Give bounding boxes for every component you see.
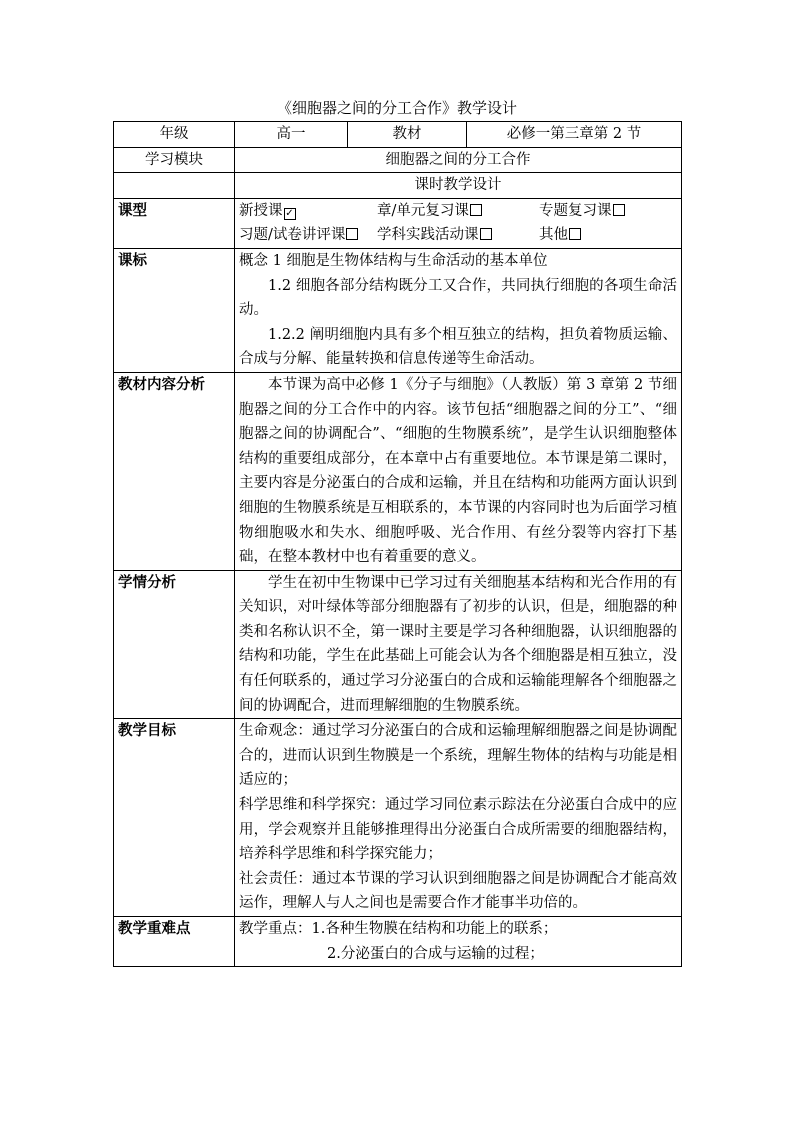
checkbox-icon[interactable] xyxy=(569,228,581,240)
objectives-label: 教学目标 xyxy=(114,719,235,917)
objective-item: 社会责任：通过本节课的学习认识到细胞器之间是协调配合才能高效运作，理解人与人之间也是需要合作才能事半功倍的。 xyxy=(239,870,677,912)
standard-label: 课标 xyxy=(114,248,235,372)
standard-line-2: 1.2 细胞各部分结构既分工又合作，共同执行细胞的各项生命活动。 xyxy=(239,277,677,319)
standard-content xyxy=(235,248,682,372)
checkbox-checked-icon[interactable]: ✓ xyxy=(285,207,294,219)
lesson-type-label: 课型 xyxy=(114,198,235,248)
grade-label: 年级 xyxy=(114,122,235,148)
option-other: 其他 xyxy=(539,223,581,248)
content-analysis-row xyxy=(114,372,682,570)
checkbox-icon[interactable] xyxy=(346,228,358,240)
option-exam-review: 习题/试卷讲评课 xyxy=(239,223,377,248)
textbook-value: 必修一第三章第 2 节 xyxy=(467,122,682,148)
content-analysis-text: 本节课为高中必修 1《分子与细胞》（人教版）第 3 章第 2 节细胞器之间的分工合作中的内容。该节包括“细胞器之间的分工”、“细胞器之间的协调配合”、“细胞的生物膜系统”，是学生认识细胞整体结构的重要组成部分，在本章中占有重要地位。本节课是第二课时，主要内容是分泌蛋白的合成和运输，并且在结构和功能两方面认识到细胞的生物膜系统是互相联系的，本节课的内容同时也为后面学习植物细胞吸水和失水、细胞呼吸、光合作用、有丝分裂等内容打下基础，在整本教材中也有着重要的意义。 xyxy=(239,376,677,566)
student-analysis-row xyxy=(114,570,682,719)
section-heading: 课时教学设计 xyxy=(235,173,682,199)
key-points-row xyxy=(114,917,682,967)
objectives-row xyxy=(114,719,682,917)
content-analysis-label: 教材内容分析 xyxy=(114,372,235,570)
grade-value: 高一 xyxy=(235,122,348,148)
checkbox-icon[interactable] xyxy=(613,204,625,216)
objective-item: 科学思维和科学探究：通过学习同位素示踪法在分泌蛋白合成中的应用，学会观察并且能够推理得出分泌蛋白合成所需要的细胞器结构，培养科学思维和科学探究能力； xyxy=(239,797,677,863)
key-point-line-1: 教学重点：1.各种生物膜在结构和功能上的联系； xyxy=(239,921,558,937)
section-heading-row xyxy=(114,173,682,199)
standard-line-3: 1.2.2 阐明细胞内具有多个相互独立的结构，担负着物质运输、合成与分解、能量转换和信息传递等生命活动。 xyxy=(239,326,677,368)
option-topic-review: 专题复习课 xyxy=(539,199,625,224)
option-unit-review: 章/单元复习课 xyxy=(377,199,539,224)
lesson-plan-table xyxy=(113,121,682,967)
objective-item: 生命观念：通过学习分泌蛋白的合成和运输理解细胞器之间是协调配合的，进而认识到生物膜是一个系统，理解生物体的结构与功能是相适应的； xyxy=(239,723,677,789)
standard-line-1: 概念 1 细胞是生物体结构与生命活动的基本单位 xyxy=(239,252,548,269)
student-analysis-label: 学情分析 xyxy=(114,570,235,719)
grade-row xyxy=(114,122,682,148)
standard-row xyxy=(114,248,682,372)
lesson-type-options xyxy=(235,198,682,248)
key-points-label: 教学重难点 xyxy=(114,917,235,967)
checkbox-icon[interactable] xyxy=(470,204,482,216)
key-points-content xyxy=(235,917,682,967)
option-practice-activity: 学科实践活动课 xyxy=(377,223,539,248)
module-value: 细胞器之间的分工合作 xyxy=(235,147,682,173)
document-title: 《细胞器之间的分工合作》教学设计 xyxy=(276,99,517,117)
option-new-lesson: 新授课 ✓ xyxy=(239,202,294,219)
textbook-label: 教材 xyxy=(348,122,467,148)
module-label: 学习模块 xyxy=(114,147,235,173)
checkbox-icon[interactable] xyxy=(480,228,492,240)
objectives-content xyxy=(235,719,682,917)
key-point-line-2: 2.分泌蛋白的合成与运输的过程； xyxy=(327,945,544,962)
student-analysis-text: 学生在初中生物课中已学习过有关细胞基本结构和光合作用的有关知识，对叶绿体等部分细胞器有了初步的认识，但是，细胞器的种类和名称认识不全，第一课时主要是学习各种细胞器，认识细胞器的结构和功能，学生在此基础上可能会认为各个细胞器是相互独立，没有任何联系的，通过学习分泌蛋白的合成和运输能理解各个细胞器之间的协调配合，进而理解细胞的生物膜系统。 xyxy=(239,574,677,714)
lesson-type-row xyxy=(114,198,682,248)
module-row xyxy=(114,147,682,173)
